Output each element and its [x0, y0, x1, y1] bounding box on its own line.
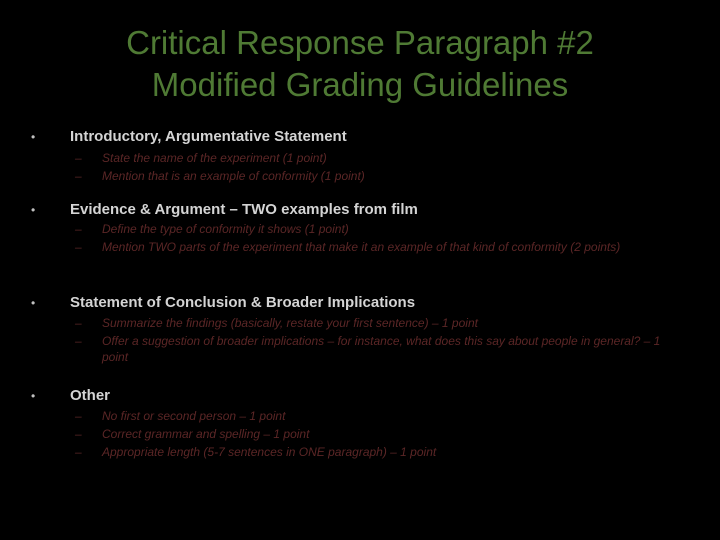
slide-title: [0, 22, 720, 106]
bullet-icon: •: [31, 389, 36, 403]
list-item: [0, 168, 682, 184]
list-item: [0, 150, 682, 166]
dash-icon: –: [75, 334, 82, 348]
section-conclusion-items: [0, 315, 682, 365]
dash-icon: –: [75, 222, 82, 236]
list-item-text: Correct grammar and spelling – 1 point: [102, 427, 310, 441]
dash-icon: –: [75, 240, 82, 254]
list-item-text: Offer a suggestion of broader implications – for instance, what does this say about people in general? – 1 point: [102, 334, 661, 364]
list-item: [0, 426, 682, 442]
dash-icon: –: [75, 169, 82, 183]
list-item-text: Appropriate length (5-7 sentences in ONE paragraph) – 1 point: [102, 445, 437, 459]
section-evidence-items: [0, 221, 682, 255]
list-item: [0, 221, 682, 237]
title-line-2: Modified Grading Guidelines: [151, 66, 569, 103]
section-heading: Statement of Conclusion & Broader Implications: [70, 294, 416, 311]
section-introductory-items: [0, 150, 682, 184]
list-item-text: Define the type of conformity it shows (1 point): [102, 222, 349, 236]
list-item: [0, 333, 682, 365]
list-item-text: No first or second person – 1 point: [102, 409, 286, 423]
list-item-text: Mention TWO parts of the experiment that make it an example of that kind of conformity (2 points): [102, 240, 621, 254]
list-item-text: Mention that is an example of conformity (1 point): [102, 169, 365, 183]
dash-icon: –: [75, 445, 82, 459]
list-item: [0, 239, 682, 255]
section-heading: Introductory, Argumentative Statement: [70, 128, 347, 145]
title-line-1: Critical Response Paragraph #2: [126, 24, 594, 61]
list-item-text: State the name of the experiment (1 point): [102, 151, 327, 165]
dash-icon: –: [75, 151, 82, 165]
dash-icon: –: [75, 316, 82, 330]
dash-icon: –: [75, 427, 82, 441]
dash-icon: –: [75, 409, 82, 423]
section-other-items: [0, 408, 682, 460]
section-heading: Evidence & Argument – TWO examples from film: [70, 201, 418, 218]
section-heading: Other: [70, 387, 111, 404]
list-item: [0, 408, 682, 424]
list-item: [0, 315, 682, 331]
list-item-text: Summarize the findings (basically, restate your first sentence) – 1 point: [102, 316, 478, 330]
bullet-icon: •: [31, 203, 36, 217]
bullet-icon: •: [31, 130, 36, 144]
bullet-icon: •: [31, 296, 36, 310]
list-item: [0, 444, 682, 460]
